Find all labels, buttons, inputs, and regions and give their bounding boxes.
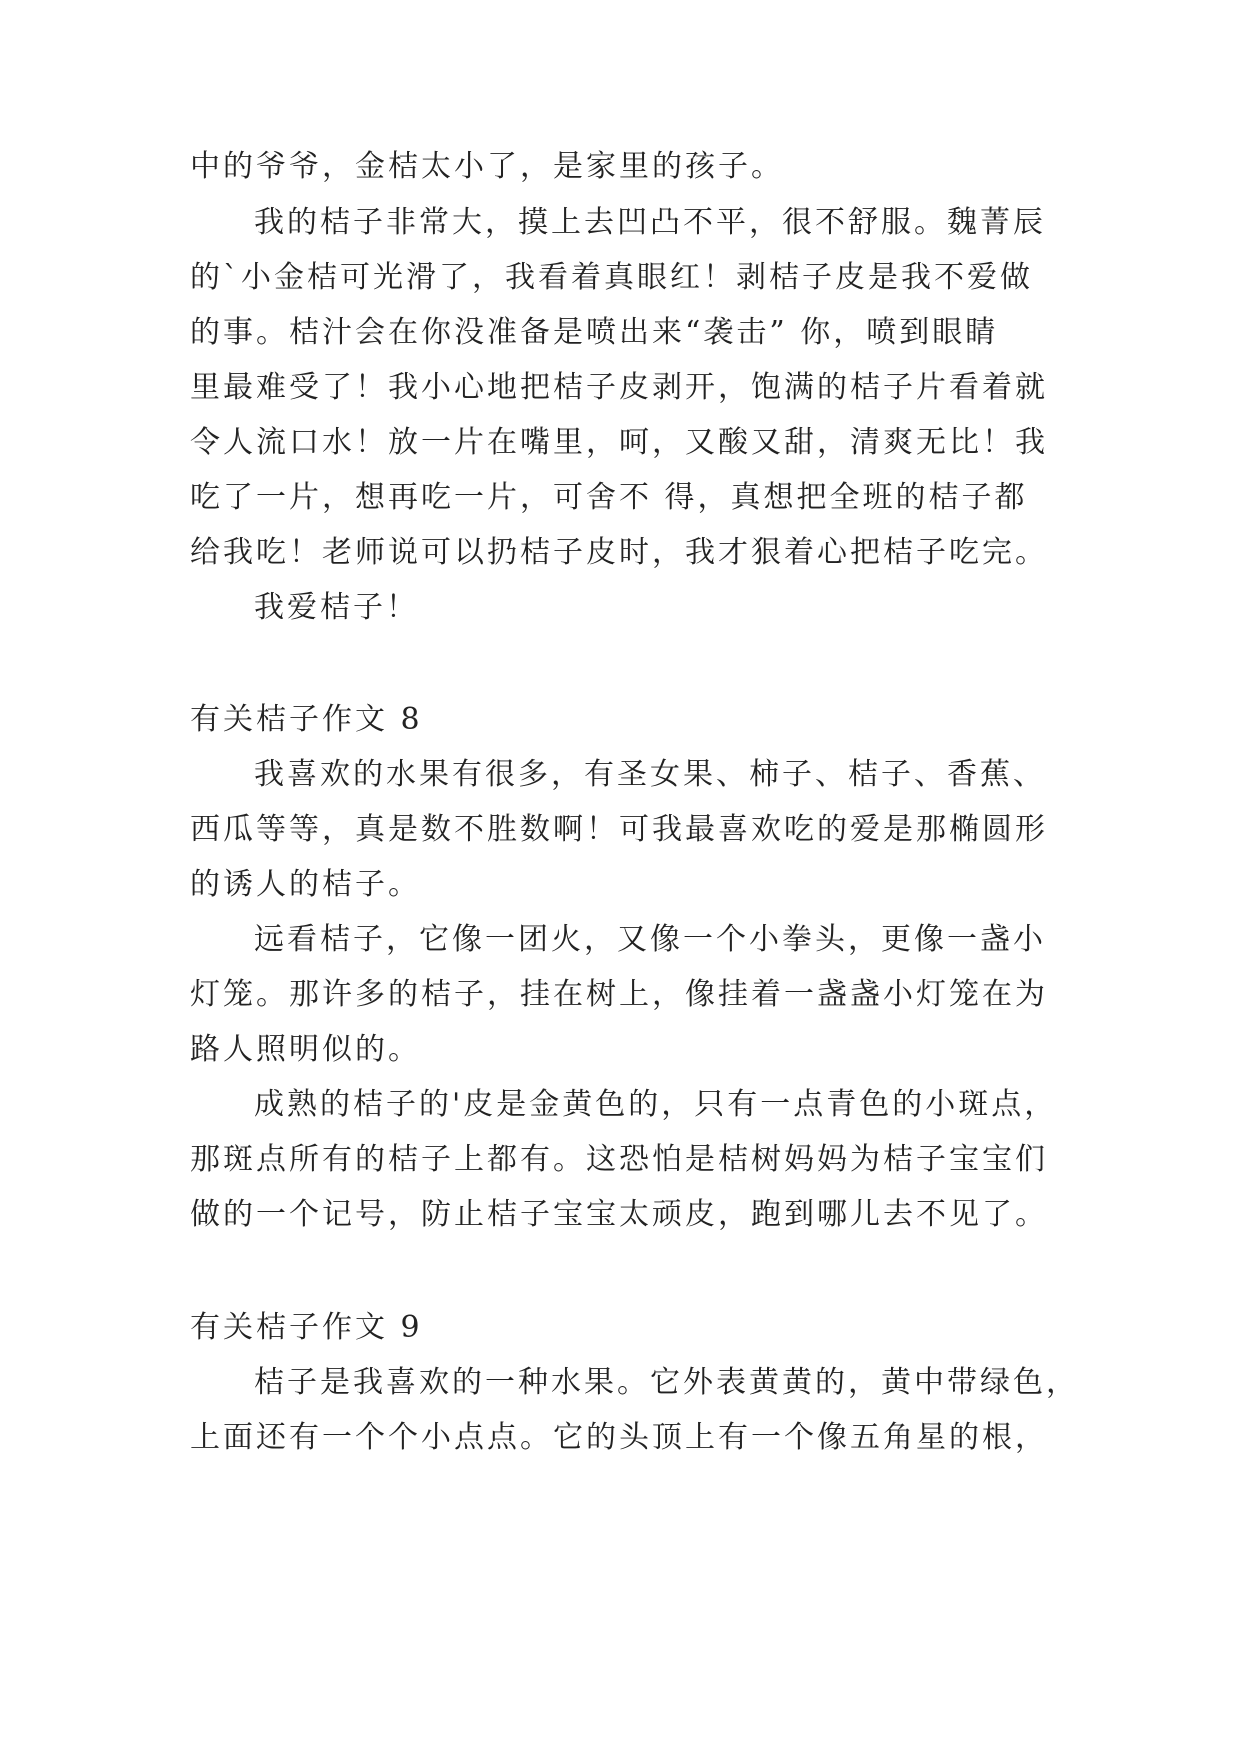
text-line: 的`小金桔可光滑了，我看着真眼红！剥桔子皮是我不爱做	[190, 260, 1033, 295]
text-line: 给我吃！老师说可以扔桔子皮时，我才狠着心把桔子吃完。	[190, 535, 1048, 570]
text-line: 的事。桔汁会在你没准备是喷出来“袭击” 你，喷到眼睛	[190, 315, 999, 350]
section-heading: 有关桔子作文 8	[190, 702, 423, 737]
text-line: 西瓜等等，真是数不胜数啊！可我最喜欢吃的爱是那椭圆形	[190, 812, 1048, 847]
paragraph-line: 我的桔子非常大，摸上去凹凸不平，很不舒服。魏菁辰	[254, 205, 1046, 240]
text-line: 中的爷爷，金桔太小了，是家里的孩子。	[190, 149, 784, 184]
text-line: 上面还有一个个小点点。它的头顶上有一个像五角星的根，	[190, 1420, 1048, 1455]
text-line: 的诱人的桔子。	[190, 867, 421, 902]
text-line: 令人流口水！放一片在嘴里，呵，又酸又甜，清爽无比！我	[190, 425, 1048, 460]
section-heading: 有关桔子作文 9	[190, 1310, 423, 1345]
paragraph-line: 我喜欢的水果有很多，有圣女果、柿子、桔子、香蕉、	[254, 757, 1046, 792]
text-line: 灯笼。那许多的桔子，挂在树上，像挂着一盏盏小灯笼在为	[190, 977, 1048, 1012]
paragraph-line: 桔子是我喜欢的一种水果。它外表黄黄的，黄中带绿色，	[254, 1365, 1079, 1400]
paragraph-line: 远看桔子，它像一团火，又像一个小拳头，更像一盏小	[254, 922, 1046, 957]
text-line: 那斑点所有的桔子上都有。这恐怕是桔树妈妈为桔子宝宝们	[190, 1142, 1048, 1177]
paragraph-line: 成熟的桔子的'皮是金黄色的，只有一点青色的小斑点，	[254, 1087, 1058, 1122]
text-line: 里最难受了！我小心地把桔子皮剥开，饱满的桔子片看着就	[190, 370, 1048, 405]
text-line: 路人照明似的。	[190, 1032, 421, 1067]
paragraph-line: 我爱桔子！	[254, 590, 419, 625]
text-line: 做的一个记号，防止桔子宝宝太顽皮，跑到哪儿去不见了。	[190, 1197, 1048, 1232]
text-line: 吃了一片，想再吃一片，可舍不 得，真想把全班的桔子都	[190, 480, 1028, 515]
